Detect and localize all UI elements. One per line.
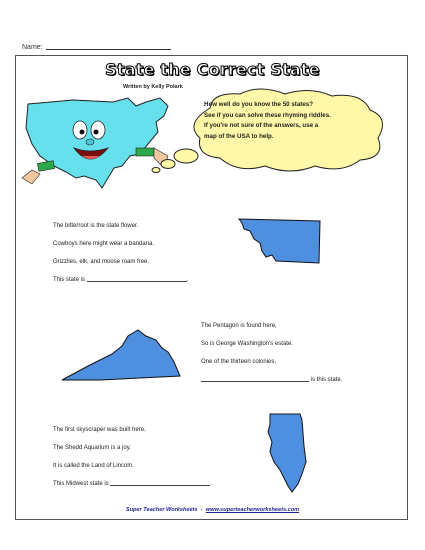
footer-separator: - (200, 507, 203, 513)
cloud-line: How well do you know the 50 states? (204, 101, 313, 108)
footer-url-link[interactable]: www.superteacherworksheets.com (205, 507, 300, 513)
answer-suffix: is this state. (310, 377, 343, 383)
name-label: Name: (22, 44, 43, 51)
answer-blank[interactable] (87, 281, 187, 282)
riddle-2 (201, 323, 342, 395)
riddle-answer-row (53, 277, 188, 295)
cloud-line: See if you can solve these rhyming riddles. (204, 111, 331, 119)
riddle-line: The Shedd Aquarium is a joy. (53, 445, 131, 451)
footer (0, 507, 425, 513)
riddle-line: Cowboys here might wear a bandana. (53, 241, 155, 247)
virginia-shape (60, 328, 182, 384)
answer-suffix: . (210, 481, 213, 487)
name-blank[interactable] (46, 49, 171, 50)
answer-prefix: This state is (53, 277, 86, 283)
byline: Written by Kelly Polark (123, 84, 183, 90)
name-field-row (22, 44, 171, 51)
montana-shape (236, 217, 322, 273)
riddle-line: One of the thirteen colonies, (201, 359, 277, 365)
riddle-line: So is George Washington's estate. (201, 341, 293, 347)
riddle-line: Grizzlies, elk, and moose roam free. (53, 259, 150, 265)
cloud-line: map of the USA to help. (204, 132, 274, 140)
answer-suffix: . (186, 277, 189, 283)
riddle-3 (53, 427, 212, 499)
riddle-line: The bitterroot is the state flower. (53, 223, 139, 229)
riddle-line: The Pentagon is found here, (201, 323, 277, 329)
footer-brand: Super Teacher Worksheets (125, 507, 198, 513)
illinois-shape (266, 412, 310, 494)
answer-blank[interactable] (201, 381, 309, 382)
cloud-line: If you're not sure of the answers, use a (204, 122, 319, 129)
answer-blank[interactable] (110, 485, 210, 486)
riddle-line: It is called the Land of Lincoln. (53, 463, 134, 469)
page-title: State the Correct State (105, 60, 320, 79)
riddle-1 (53, 223, 188, 295)
riddle-line: The first skyscraper was built here. (53, 427, 146, 433)
riddle-answer-row (53, 481, 212, 499)
thought-bubble-text (204, 100, 354, 142)
answer-prefix: This Midwest state is (53, 481, 109, 487)
riddle-answer-row (201, 377, 342, 395)
